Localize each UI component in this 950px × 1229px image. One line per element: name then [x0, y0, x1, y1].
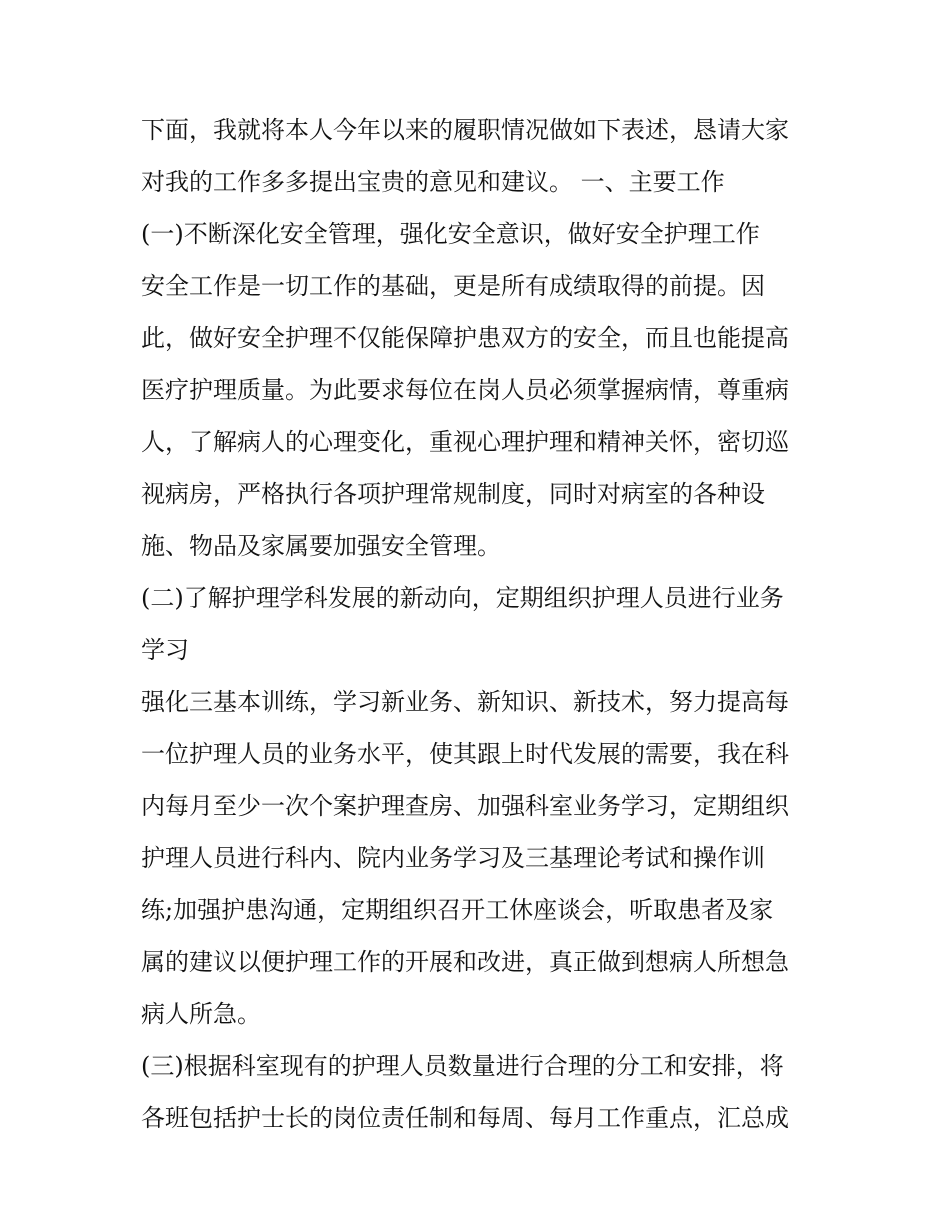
text-line: 病人所急。 — [141, 1000, 261, 1028]
text-line: 练;加强护患沟通，定期组织召开工休座谈会，听取患者及家 — [141, 896, 774, 924]
text-line: 医疗护理质量。为此要求每位在岗人员必须掌握病情，尊重病 — [141, 376, 789, 404]
text-line: 各班包括护士长的岗位责任制和每周、每月工作重点，汇总成 — [141, 1104, 789, 1132]
text-line: 护理人员进行科内、院内业务学习及三基理论考试和操作训 — [141, 844, 765, 872]
text-line: 安全工作是一切工作的基础，更是所有成绩取得的前提。因 — [141, 272, 765, 300]
section-heading-2-cont: 学习 — [141, 636, 189, 664]
text-line: 属的建议以便护理工作的开展和改进，真正做到想病人所想急 — [141, 948, 789, 976]
section-heading-3: (三)根据科室现有的护理人员数量进行合理的分工和安排，将 — [141, 1052, 784, 1080]
document-body — [141, 104, 821, 1144]
text-line: 下面，我就将本人今年以来的履职情况做如下表述，恳请大家 — [141, 116, 789, 144]
text-line: 人，了解病人的心理变化，重视心理护理和精神关怀，密切巡 — [141, 428, 789, 456]
text-line: 强化三基本训练，学习新业务、新知识、新技术，努力提高每 — [141, 688, 789, 716]
text-line: 对我的工作多多提出宝贵的意见和建议。 一、主要工作 — [141, 168, 725, 196]
text-line: 施、物品及家属要加强安全管理。 — [141, 532, 501, 560]
text-line: 此，做好安全护理不仅能保障护患双方的安全，而且也能提高 — [141, 324, 789, 352]
section-heading-1: (一)不断深化安全管理，强化安全意识，做好安全护理工作 — [141, 220, 760, 248]
section-heading-2: (二)了解护理学科发展的新动向，定期组织护理人员进行业务 — [141, 584, 784, 612]
text-line: 视病房，严格执行各项护理常规制度，同时对病室的各种设 — [141, 480, 765, 508]
text-line: 一位护理人员的业务水平，使其跟上时代发展的需要，我在科 — [141, 740, 789, 768]
text-line: 内每月至少一次个案护理查房、加强科室业务学习，定期组织 — [141, 792, 789, 820]
